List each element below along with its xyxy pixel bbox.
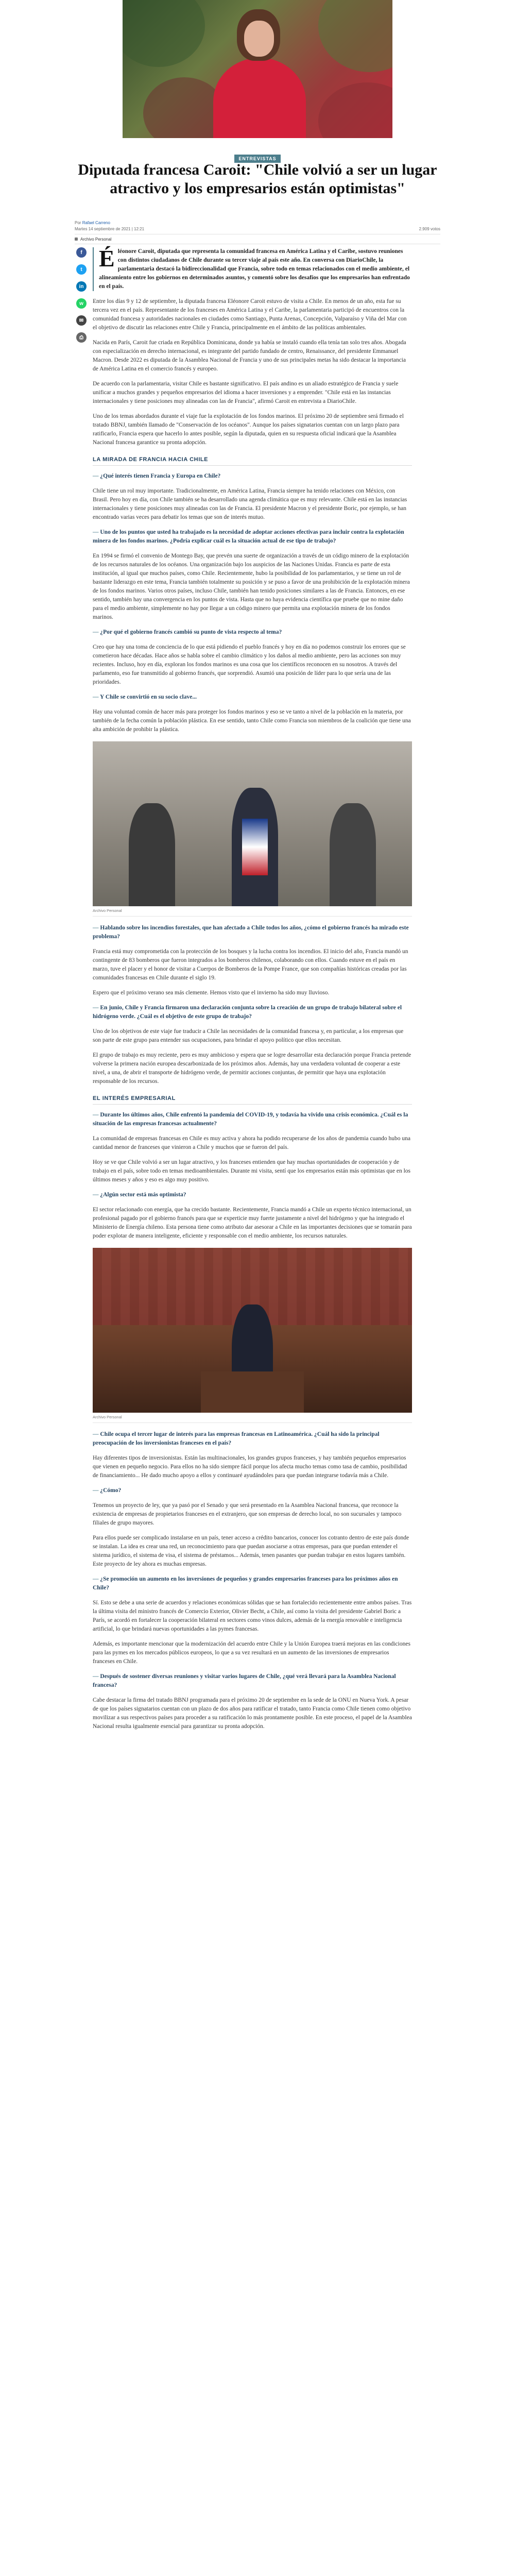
share-bar <box>76 247 88 343</box>
paragraph: Uno de los objetivos de este viaje fue traducir a Chile las necesidades de la comunidad francesa y, en particular, a los empresas que son parte de este grupo para entender sus ocupaciones, para brindar el apoyo político que ellos necesitan. <box>93 1028 404 1043</box>
hero-foliage <box>318 82 392 138</box>
print-share-button[interactable] <box>76 332 87 343</box>
question-text: Uno de los puntos que usted ha trabajado es la necesidad de adoptar acciones efectivas para incluir contra la explotación minera de los fondos marinos. ¿Podría explicar cuál es la situación actual de ese tipo de trabajo? <box>93 529 404 544</box>
hero-foliage <box>123 0 205 67</box>
print-icon: ⎙ <box>79 334 83 341</box>
photo-sash <box>242 819 268 875</box>
paragraph: Hay una voluntad común de hacer más para proteger los fondos marinos y eso se ve tanto a nivel de la población en la materia, por también de la fecha común la población plástica. En ese sentido, tanto Chile como Francia son miembros de la coalición que tiene una alta ambición de prohibir la plástica. <box>93 709 411 733</box>
article-meta <box>75 221 440 231</box>
question-dash: — <box>93 629 100 635</box>
question-text: Hablando sobre los incendios forestales, que han afectado a Chile todos los años, ¿cómo el gobierno francés ha mirado este problema? <box>93 925 409 940</box>
question-text: Y Chile se convirtió en su socio clave... <box>99 694 197 700</box>
question-dash: — <box>93 1431 100 1437</box>
question-text: ¿Qué interés tienen Francia y Europa en Chile? <box>100 473 221 479</box>
facebook-share-button[interactable] <box>76 247 87 258</box>
paragraph: Entre los días 9 y 12 de septiembre, la diputada francesa Eléonore Caroit estuvo de visita a Chile. En menos de un año, esta fue su tercera vez en el país. Representante de los franceses en América Latina y el Caribe, la parlamentaria participó de encuentros con la comunidad francesa y autoridades nacionales en ciudades como Santiago, Punta Arenas, Concepción, Valparaíso y Viña del Mar con el objetivo de discutir las relaciones entre Chile y Francia, principalmente en el ámbito de las políticas ambientales. <box>93 298 407 331</box>
paragraph: Además, es importante mencionar que la modernización del acuerdo entre Chile y la Unión Europea traerá mejoras en las condiciones para las pymes en los mercados públicos europeos, lo que a su vez resultará en un aumento de las inversiones de empresarios franceses en Chile. <box>93 1641 410 1665</box>
article-figure <box>93 1248 412 1423</box>
twitter-share-button[interactable] <box>76 264 87 275</box>
paragraph: Para ellos puede ser complicado instalarse en un país, tener acceso a crédito bancarios, conocer los cotranto dentro de este país donde se instalan. La idea es crear una red, un reconocimiento para que puedan asociarse a otras empresas, para que puedan entender el sistema jurídico, el sistema de visa, el sistema de préstamos... Además, tenen pasantes que puedan trabajar en estos lugares también. Este proyecto de ley ahora es muchas empresas. <box>93 1535 409 1567</box>
question-dash: — <box>93 925 100 931</box>
facebook-icon: f <box>80 249 82 256</box>
section-heading: LA MIRADA DE FRANCIA HACIA CHILE <box>93 456 412 466</box>
question-dash: — <box>93 1005 100 1011</box>
paragraph: Chile tiene un rol muy importante. Tradicionalmente, en América Latina, Francia siempre ha tenido relaciones con México, con Brasil. Pero hoy en día, con Chile también se ha desarrollado una agenda climática que es muy relevante. Chile está en las instancias internacionales y tiene posiciones muy alineadas con las de Francia. El presidente Macron y el presidente Boric, por ejemplo, se han encontrado varias veces para debatir los temas que son de interés mutuo. <box>93 488 407 520</box>
interview-question <box>93 1672 412 1690</box>
question-text: En junio, Chile y Francia firmaron una declaración conjunta sobre la creación de un grupo de trabajo bilateral sobre el hidrógeno verde. ¿Cuál es el objetivo de este grupo de trabajo? <box>93 1005 402 1020</box>
lead-text: léonore Caroit, diputada que representa la comunidad francesa en América Latina y el Caribe, sostuvo reuniones con distintos ciudadanos de Chile durante su tercer viaje al país este año. En conversa con DiarioChile, la parlamentaria destacó la bidireccionalidad que Francia, sobre todo en temas relacionados con el medio ambiente, el alineamiento entre los gobiernos en determinados asuntos, y comentó sobre los desafíos que los empresarios han enfrentado en el país. <box>99 248 410 290</box>
interview-question <box>93 528 412 546</box>
whatsapp-share-button[interactable] <box>76 298 87 309</box>
article-figure <box>93 741 412 917</box>
question-text: Después de sostener diversas reuniones y visitar varios lugares de Chile, ¿qué verá llevará para la Asamblea Nacional francesa? <box>93 1673 396 1688</box>
vote-count: 2.909 votos <box>419 227 440 231</box>
question-dash: — <box>93 1576 100 1582</box>
interview-question <box>93 628 412 637</box>
photo-credit-bar <box>75 234 440 244</box>
paragraph: El grupo de trabajo es muy reciente, pero es muy ambicioso y espera que se logre desarrollar esta declaración porque Francia pretende volverse la primera nación europea descarbonizada de los próximos años. Además, hay una verdadera voluntad de cooperar a este nivel, a una, de abrir el transporte de hidrógeno verde, de permitir acciones conjuntas, de permitir que haya una explotación responsable de los recursos. <box>93 1052 411 1084</box>
linkedin-icon: in <box>79 283 84 290</box>
article-photo <box>93 1248 412 1413</box>
question-text: ¿Se promoción un aumento en los inversiones de pequeños y grandes empresarios franceses para los próximos años en Chile? <box>93 1576 398 1591</box>
paragraph: La comunidad de empresas francesas en Chile es muy activa y ahora ha podido recuperarse de los años de pandemia cuando hubo una cantidad menor de franceses que vinieron a Chile y muchos que se fueron del país. <box>93 1136 410 1150</box>
paragraph: Cabe destacar la firma del tratado BBNJ programada para el próximo 20 de septiembre en la sede de la ONU en Nueva York. A pesar de que los países signatarios cuentan con un plazo de dos años para ratificar el tratado, tanto Francia como Chile tienen como objetivo movilizar a sus respectivos países para proceder a su ratificación lo más prontamente posible. En este proceso, el papel de la Asamblea Nacional resulta igualmente esencial para garantizar su pronta adopción. <box>93 1697 412 1730</box>
category-tag[interactable]: ENTREVISTAS <box>234 155 280 163</box>
hero-foliage <box>318 0 392 72</box>
paragraph: Espero que el próximo verano sea más clemente. Hemos visto que el invierno ha sido muy lluvioso. <box>93 990 330 996</box>
publish-date: Martes 14 septiembre de 2021 | 12:21 <box>75 227 145 231</box>
article-photo <box>93 741 412 906</box>
photo-podium <box>201 1371 304 1413</box>
figure-caption: Archivo Personal <box>93 906 412 917</box>
interview-question <box>93 472 412 481</box>
interview-question <box>93 693 412 702</box>
paragraph: Hoy se ve que Chile volvió a ser un lugar atractivo, y los franceses entienden que hay muchas oportunidades de cooperación y de trabajo en el país, sobre todo en temas medioambientales. Durante mi visita, sentí que los empresarios están más optimistas que en los últimos meses y años y eso es algo muy positivo. <box>93 1159 411 1183</box>
section-heading: EL INTERÉS EMPRESARIAL <box>93 1095 412 1105</box>
question-text: ¿Cómo? <box>100 1487 122 1494</box>
whatsapp-icon: w <box>79 300 83 307</box>
question-text: ¿Algún sector está más optimista? <box>100 1192 186 1198</box>
question-text: Chile ocupa el tercer lugar de interés para las empresas francesas en Latinoamérica. ¿Cuál ha sido la principal preocupación de los inversionistas franceses en el país? <box>93 1431 380 1446</box>
linkedin-share-button[interactable] <box>76 281 87 292</box>
hero-person-face <box>244 21 274 57</box>
twitter-icon: t <box>80 266 82 273</box>
paragraph: Uno de los temas abordados durante el viaje fue la explotación de los fondos marinos. El próximo 20 de septiembre será firmado el tratado BBNJ, también llamado de "Conservación de los océanos". Aunque los países signatarios cuentan con un largo plazo para ratificarlo, Francia espera que hacerlo lo antes posible, según la diputada, quien en su respuesta oficial indicará que la Asamblea Nacional francesa garantice su pronta adopción. <box>93 413 404 446</box>
author-link[interactable]: Rafael Carreno <box>82 221 110 225</box>
interview-question <box>93 924 412 941</box>
interview-question <box>93 1111 412 1128</box>
question-dash: — <box>93 694 100 700</box>
paragraph: Tenemos un proyecto de ley, que ya pasó por el Senado y que será presentado en la Asamblea Nacional francesa, que reconoce la existencia de empresas de propietarios franceses en el extranjero, que son empresas de derecho local, no son sucursales y tampoco filiales de grupo mayores. <box>93 1502 402 1526</box>
hero-image <box>123 0 392 138</box>
email-icon: ✉ <box>79 317 84 324</box>
camera-icon <box>75 238 78 241</box>
question-dash: — <box>93 529 100 535</box>
paragraph: El sector relacionado con energía, que ha crecido bastante. Recientemente, Francia mandó a Chile un experto técnico internacional, un profesional pagado por el gobierno francés para que se experticie muy fuerte justamente a nivel del hidrógeno y que ha integrado el Ministerio de Energía chileno. Esta persona tiene como atributo dar asesorar a Chile en las importantes decisiones que se tomarán para poder explotar de manera inteligente, eficiente y responsable con el medio ambiente, los recursos naturales. <box>93 1207 412 1239</box>
question-dash: — <box>93 1192 100 1198</box>
question-dash: — <box>93 473 100 479</box>
paragraph: En 1994 se firmó el convenio de Montego Bay, que prevén una suerte de organización a través de un código minero de la explotación de los recursos naturales de los océanos. Una organización bajo los auspicios de las Naciones Unidas. Francia es parte de esta institución, al igual que muchos países, como Chile. Recientemente, hubo la posibilidad de los parlamentarios, y se tiene un rol de bastante liderazgo en este tema, Francia también totalmente su posición y se puso a favor de una prohibición de la explotación minera de los fondos marinos. Varios otros países, incluso Chile, también han tenido posiciones similares a las de Francia. Entonces, en ese sentido, también hay una convergencia en los puntos de vista. Hasta que no haya evidencia científica que pruebe que no mine daño para el medio ambiente, simplemente no hay por llegar a un código minero que permita una explotación minera de los fondos marinos. <box>93 553 410 620</box>
interview-question <box>93 1191 412 1199</box>
byline-prefix: Por <box>75 221 81 225</box>
question-dash: — <box>93 1487 100 1494</box>
photo-figure-right <box>330 803 376 906</box>
paragraph: Francia está muy comprometida con la protección de los bosques y la lucha contra los incendios. El inicio del año, Francia mandó un contingente de 83 bomberos que fueron integrados a los bomberos chilenos, colaborando con ellos. Cuando estuve en el país en marzo, tuve el placer y el honor de visitar a Cuerpos de Bomberos de la Pompe France, que son compañías históricas creadas por las comunidades francesas en Chile durante el siglo 19. <box>93 948 408 981</box>
article-lead <box>93 247 412 291</box>
paragraph: Hay diferentes tipos de inversionistas. Están las multinacionales, los grandes grupos franceses, y hay también pequeños empresarios que vienen en pequeño negocio. Para ellos no ha sido siempre fácil porque los afecta mucho temas como tasa de cambio, posibilidad de financiamiento... He dado mucho apoyo a ellos y continuaré ayudándoles para que puedan integrarse todavía más a Chile. <box>93 1455 407 1479</box>
email-share-button[interactable] <box>76 315 87 326</box>
article-title: Diputada francesa Caroit: "Chile volvió a ser un lugar atractivo y los empresarios están optimistas" <box>78 161 437 197</box>
question-dash: — <box>93 1673 100 1680</box>
paragraph: Creo que hay una toma de conciencia de lo que está pidiendo el pueblo francés y hoy en día no podemos construir los errores que se cometieron hace décadas. Hace años se habla sobre el cambio climático y los daños al medio ambiente, pero las acciones son muy recientes. Incluso, hoy en día, exploran los fondos marinos es una cosa que los científicos reconocen en su nosotros. A través del parlamento, eso fue transmitido al gobierno francés, que sorprendió. Asumió una posición de líder para lo que sería una de las prioridades. <box>93 644 406 685</box>
dropcap: É <box>99 245 115 272</box>
interview-question <box>93 1575 412 1592</box>
figure-caption: Archivo Personal <box>93 1413 412 1423</box>
question-text: ¿Por qué el gobierno francés cambió su punto de vista respecto al tema? <box>100 629 282 635</box>
interview-question <box>93 1486 412 1495</box>
interview-question <box>93 1430 412 1448</box>
interview-question <box>93 1004 412 1021</box>
paragraph: De acuerdo con la parlamentaria, visitar Chile es bastante significativo. El país andino es un aliado estratégico de Francia y suele unificar a muchos grandes y pequeños empresarios del idioma a hacer inversiones y a emprender. "Chile está en las instancias internacionales y tiene posiciones muy alineadas con las de Francia", afirmó Caroit en entrevista a DiarioChile. <box>93 381 399 404</box>
photo-credit: Archivo Personal <box>80 236 112 242</box>
photo-figure-left <box>129 803 175 906</box>
question-text: Durante los últimos años, Chile enfrentó la pandemia del COVID-19, y todavía ha vivido una crisis económica. ¿Cuál es la situación de las empresas francesas actualmente? <box>93 1112 408 1127</box>
question-dash: — <box>93 1112 100 1118</box>
paragraph: Nacida en París, Caroit fue criada en República Dominicana, donde ya había se instaló cuando ella tenía tan solo tres años. Abogada con especialización en derecho internacional, es integrante del partido fundado de centro, Renaissance, del presidente Emmanuel Macron. Desde 2022 es diputada de la Asamblea Nacional de Francia y uno de sus principales metas ha sido destacar la importancia de América Latina en el comercio francés y europeo. <box>93 340 406 372</box>
paragraph: Sí. Esto se debe a una serie de acuerdos y relaciones económicas sólidas que se han fortalecido recientemente entre ambos países. Tras la última visita del ministro francés de Comercio Exterior, Olivier Becht, a Chile, así como la visita del presidente Gabriel Boric a París, se acordó en fortalecer la cooperación bilateral en sectores como vinos dulces, además de la energía renovable e inteligencia artificial, lo que brindará nuevas oportunidades a las pymes francesas. <box>93 1600 412 1632</box>
article-body <box>93 247 412 1737</box>
hero-person-body <box>213 58 306 138</box>
